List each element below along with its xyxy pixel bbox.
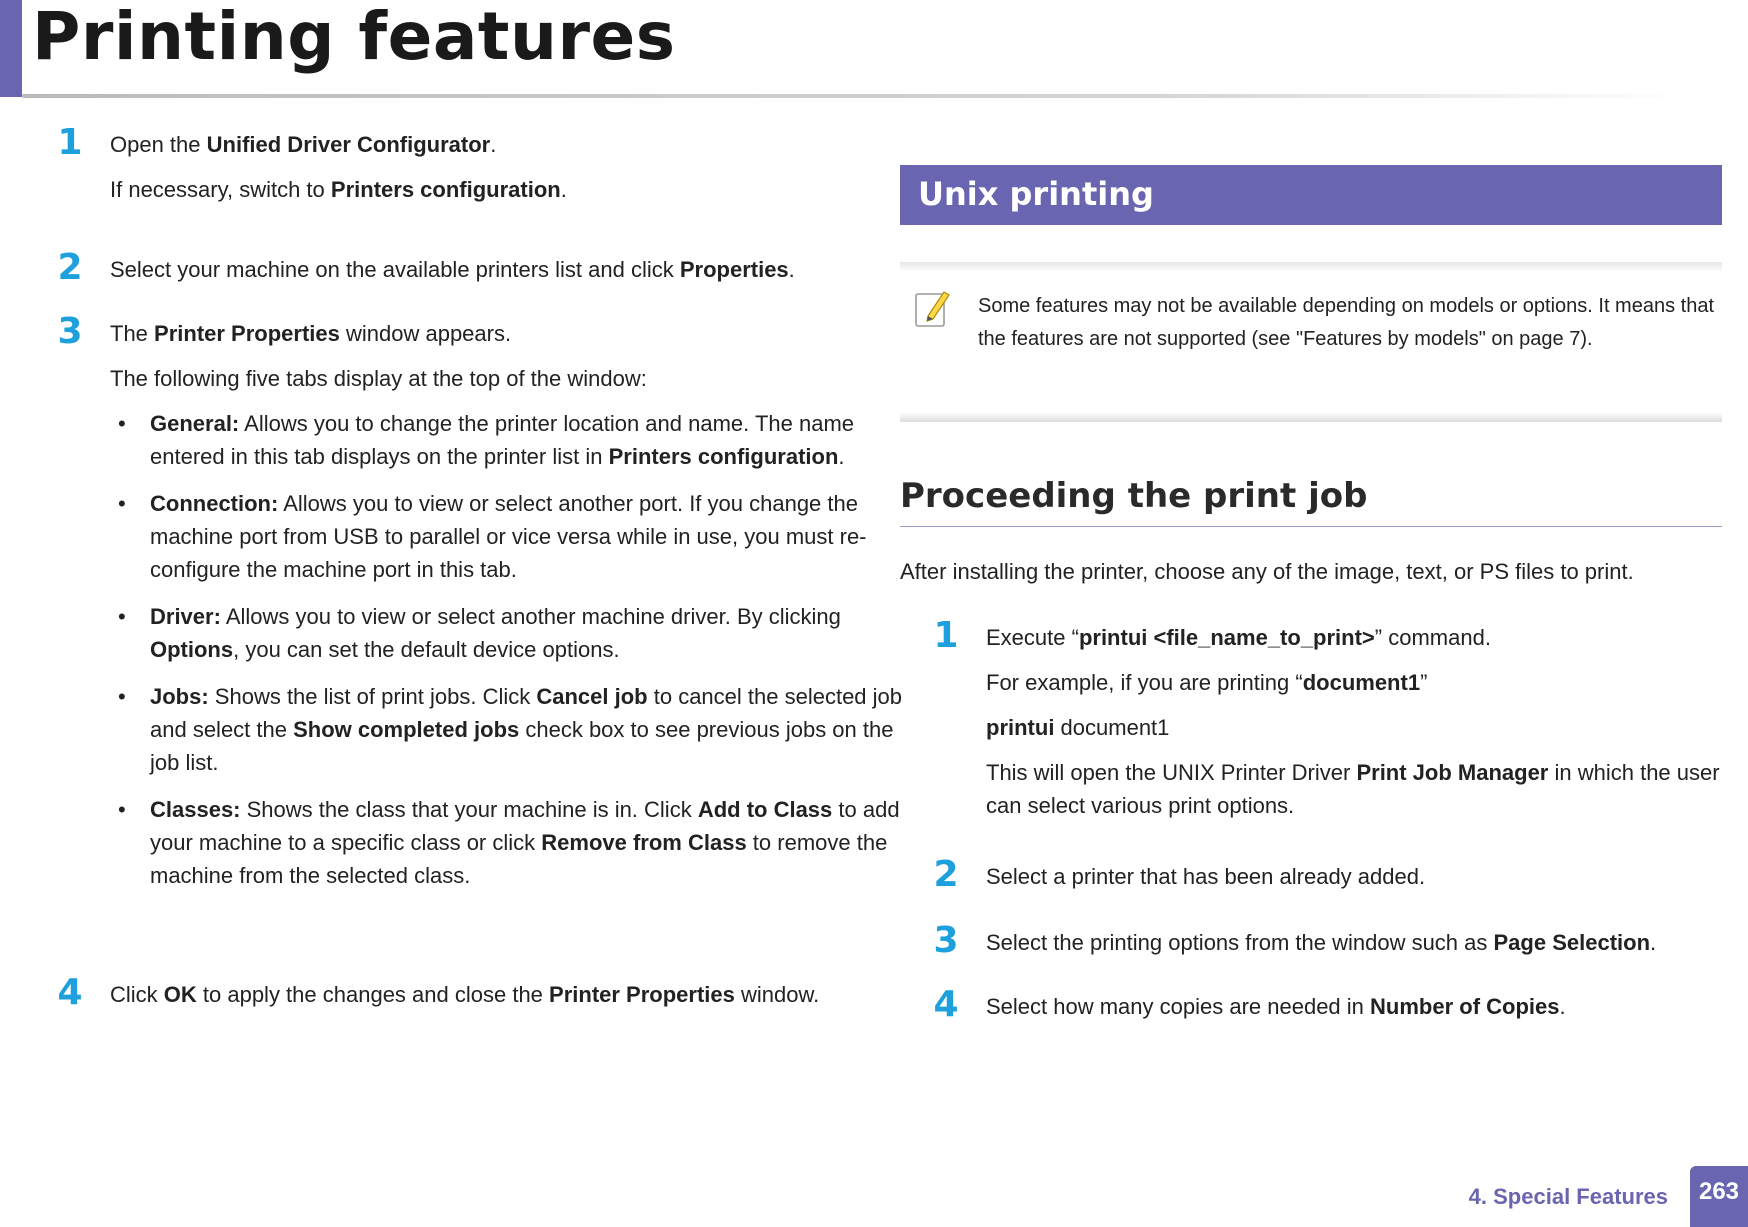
heading-divider [900,526,1722,527]
step-text: Select a printer that has been already added. [986,864,1426,889]
step-number: 2 [57,247,83,288]
note-text: Some features may not be available depending on models or options. It means that the features are not supported (see "Features by models" on page 7). [978,295,1715,350]
page-number-badge [1690,1166,1748,1227]
step-text: This will open the UNIX Printer Driver Print Job Manager in which the user can select various print options. [986,760,1720,818]
tab-list [110,407,910,892]
page-number: 263 [1698,1178,1740,1205]
list-item-connection: • Connection: Allows you to view or select another port. If you change the machine port from USB to parallel or vice versa while in use, you must re-configure the machine port in this tab. [110,487,910,586]
step-number: 3 [933,920,959,961]
title-accent-bar [0,0,22,97]
section-title: Unix printing [918,175,1154,213]
step-text: The following five tabs display at the top of the window: [110,366,647,391]
note-top-rule [900,262,1722,272]
note-box [900,262,1722,422]
step-number: 4 [57,972,83,1013]
step-number: 2 [933,854,959,895]
step-text: The Printer Properties window appears. [110,321,512,346]
step-command: printui document1 [986,715,1170,740]
step-number: 3 [57,311,83,352]
step-number: 1 [933,615,959,656]
note-pencil-icon [914,286,954,330]
step-text: Open the Unified Driver Configurator. [110,132,497,157]
intro-text: After installing the printer, choose any of the image, text, or PS files to print. [900,559,1634,584]
section-banner [900,165,1722,225]
step-text: Select your machine on the available printers list and click Properties. [110,257,795,282]
step-number: 1 [57,122,83,163]
step-text: If necessary, switch to Printers configuration. [110,177,567,202]
page-title: Printing features [32,0,676,75]
step-text: Select how many copies are needed in Number of Copies. [986,994,1566,1019]
step-text: Select the printing options from the window such as Page Selection. [986,930,1657,955]
section-heading: Proceeding the print job [900,476,1368,516]
title-divider [22,94,1682,98]
list-item-driver: • Driver: Allows you to view or select another machine driver. By clicking Options, you can set the default device options. [110,600,910,666]
chapter-label: 4. Special Features [1468,1184,1668,1209]
list-item-classes: • Classes: Shows the class that your machine is in. Click Add to Class to add your machine to a specific class or click Remove from Class to remove the machine from the selected class. [110,793,910,892]
list-item-jobs: • Jobs: Shows the list of print jobs. Click Cancel job to cancel the selected job and select the Show completed jobs check box to see previous jobs on the job list. [110,680,910,779]
step-text: Click OK to apply the changes and close the Printer Properties window. [110,982,820,1007]
step-text: Execute “printui <file_name_to_print>” command. [986,625,1491,650]
step-number: 4 [933,984,959,1025]
list-item-general: • General: Allows you to change the printer location and name. The name entered in this tab displays on the printer list in Printers configuration. [110,407,910,473]
note-bottom-rule [900,412,1722,422]
step-text: For example, if you are printing “document1” [986,670,1428,695]
